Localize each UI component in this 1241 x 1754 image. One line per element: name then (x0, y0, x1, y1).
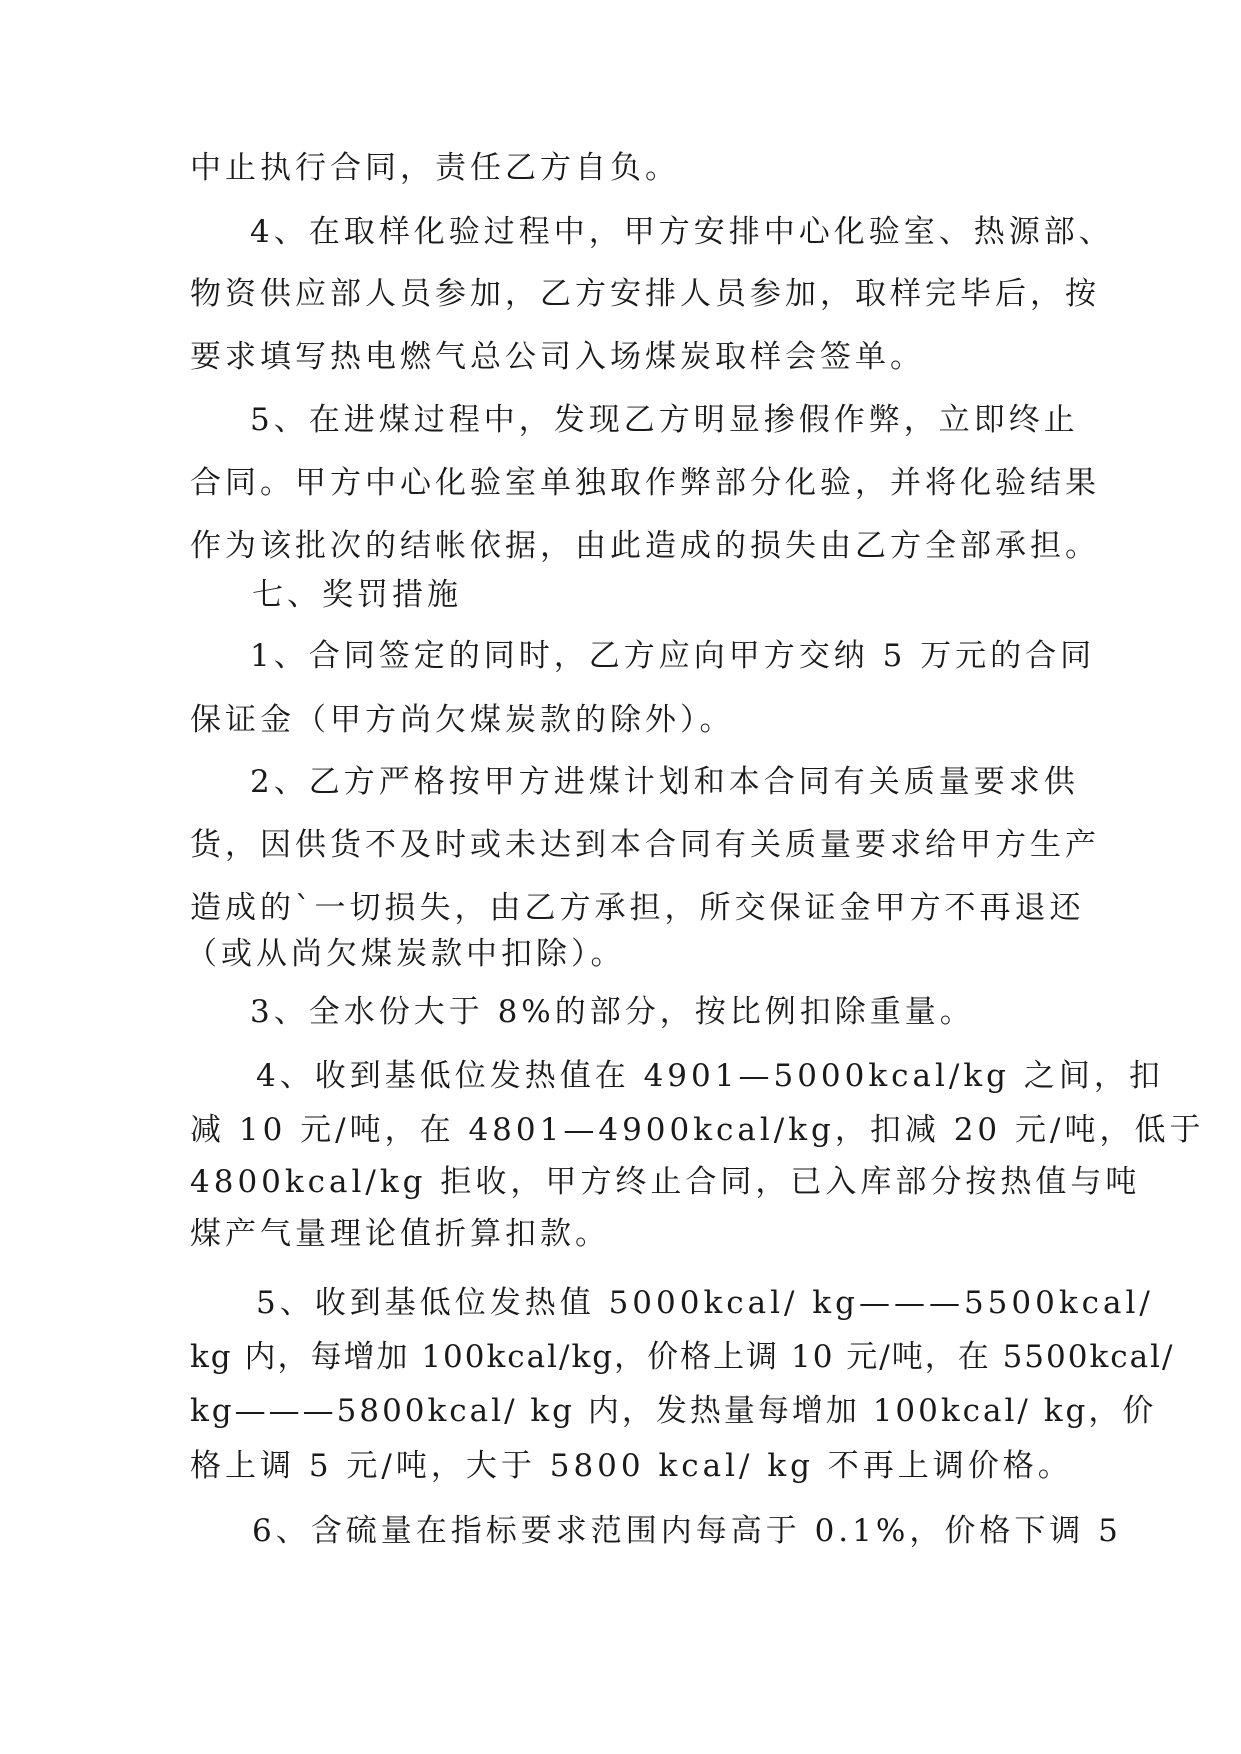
text-line: 格上调 5 元/吨，大于 5800 kcal/ kg 不再上调价格。 (190, 1448, 1073, 1484)
text-line: 4、在取样化验过程中，甲方安排中心化验室、热源部、 (250, 214, 1114, 250)
text-line: 合同。甲方中心化验室单独取作弊部分化验，并将化验结果 (190, 465, 1100, 501)
text-line: 5、在进煤过程中，发现乙方明显掺假作弊，立即终止 (250, 402, 1079, 438)
text-line: kg———5800kcal/ kg 内，发热量每增加 100kcal/ kg，价 (190, 1393, 1157, 1429)
text-line: 3、全水份大于 8%的部分，按比例扣除重量。 (250, 994, 975, 1030)
text-line: 5、收到基低位发热值 5000kcal/ kg———5500kcal/ (256, 1285, 1154, 1321)
text-line: kg 内，每增加 100kcal/kg，价格上调 10 元/吨，在 5500kcal/ (190, 1339, 1175, 1375)
text-line: 货，因供货不及时或未达到本合同有关质量要求给甲方生产 (190, 827, 1100, 863)
text-line: 1、合同签定的同时，乙方应向甲方交纳 5 万元的合同 (250, 638, 1096, 674)
text-line: 中止执行合同，责任乙方自负。 (190, 150, 680, 186)
text-line: 2、乙方严格按甲方进煤计划和本合同有关质量要求供 (250, 764, 1079, 800)
text-line: 造成的`一切损失，由乙方承担，所交保证金甲方不再退还 (190, 890, 1085, 926)
text-line: 作为该批次的结帐依据，由此造成的损失由乙方全部承担。 (190, 528, 1100, 564)
text-line: 煤产气量理论值折算扣款。 (190, 1216, 610, 1252)
text-line: 物资供应部人员参加，乙方安排人员参加，取样完毕后，按 (190, 276, 1100, 312)
text-line: 要求填写热电燃气总公司入场煤炭取样会签单。 (190, 339, 925, 375)
text-line: 保证金（甲方尚欠煤炭款的除外）。 (190, 702, 735, 738)
text-line: 减 10 元/吨，在 4801—4900kcal/kg，扣减 20 元/吨，低于 (190, 1112, 1205, 1148)
text-line: 4、收到基低位发热值在 4901—5000kcal/kg 之间，扣 (256, 1058, 1164, 1094)
text-line: （或从尚欠煤炭款中扣除）。 (186, 936, 626, 972)
text-line: 4800kcal/kg 拒收，甲方终止合同，已入库部分按热值与吨 (190, 1164, 1141, 1200)
section-heading: 七、奖罚措施 (252, 577, 462, 613)
text-line: 6、含硫量在指标要求范围内每高于 0.1%，价格下调 5 (252, 1513, 1122, 1549)
